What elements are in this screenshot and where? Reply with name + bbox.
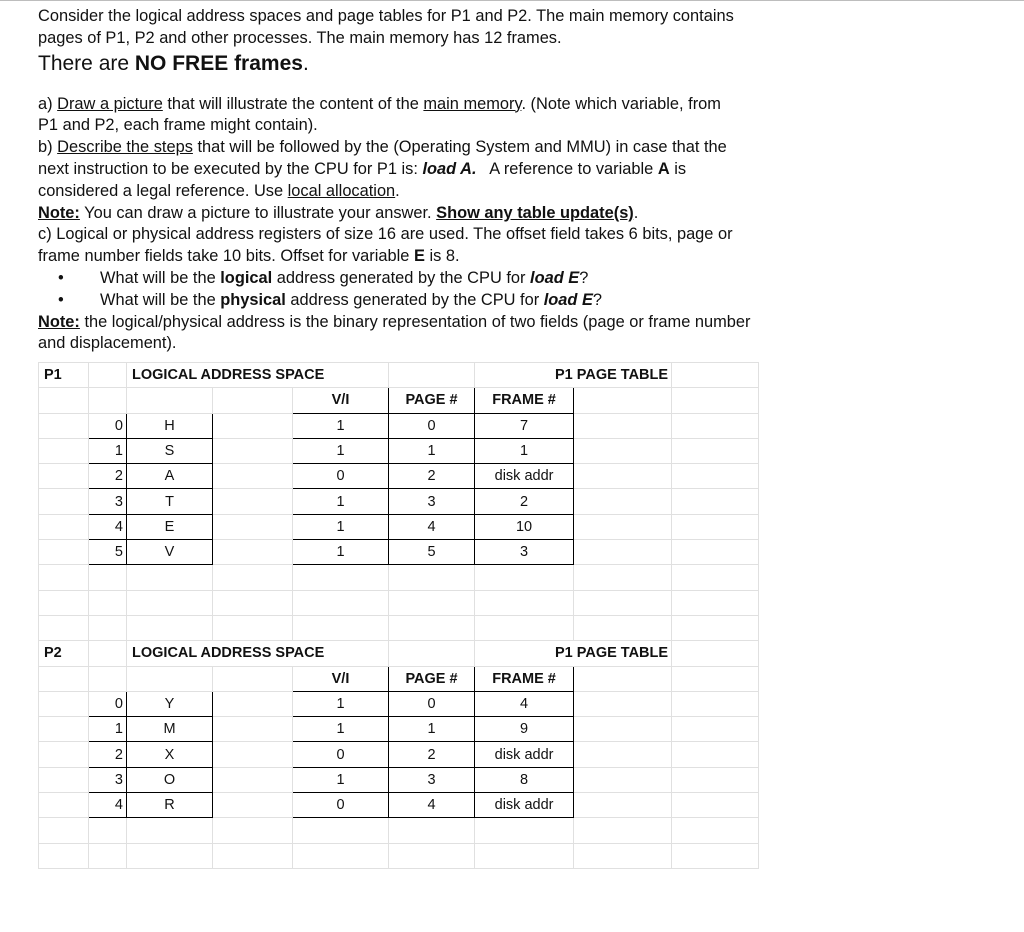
grid-cell: [389, 363, 475, 388]
page-table-frame-number: 8: [475, 767, 574, 792]
part-a-draw: Draw a picture: [57, 94, 163, 113]
note-1-post: .: [633, 203, 639, 222]
grid-cell: [672, 641, 759, 666]
grid-cell: [574, 438, 672, 463]
grid-cell: [213, 438, 293, 463]
grid-cell: [574, 818, 672, 843]
part-b-l2-mid: A reference to variable: [476, 159, 658, 178]
page-table-header: PAGE #: [389, 388, 475, 413]
part-c-l2-post: is 8.: [424, 247, 460, 266]
part-b-l2-post: is: [669, 159, 687, 178]
intro-line-1: Consider the logical address spaces and page tables for P1 and P2. The main memory contains: [38, 7, 734, 25]
page-table-page-number: 4: [389, 793, 475, 818]
empty-row: [39, 843, 759, 868]
note-2-line-2: and displacement).: [38, 334, 177, 353]
grid-cell: [127, 843, 213, 868]
grid-cell: [127, 666, 213, 691]
grid-cell: [574, 793, 672, 818]
part-a-prefix: a): [38, 94, 58, 113]
grid-cell: [672, 413, 759, 438]
empty-row: [39, 615, 759, 640]
grid-cell: [475, 615, 574, 640]
page-table-page-number: 3: [389, 489, 475, 514]
grid-cell: [389, 641, 475, 666]
logical-address-space-title: LOGICAL ADDRESS SPACE: [127, 641, 389, 666]
part-b-describe: Describe the steps: [57, 138, 193, 157]
grid-cell: [213, 615, 293, 640]
grid-cell: [89, 666, 127, 691]
table-row: [39, 438, 759, 463]
page-table-valid-bit: 1: [293, 691, 389, 716]
page-table-title: P1 PAGE TABLE: [475, 641, 672, 666]
grid-cell: [39, 590, 89, 615]
grid-cell: [213, 742, 293, 767]
grid-cell: [574, 565, 672, 590]
page-table-valid-bit: 0: [293, 742, 389, 767]
grid-cell: [475, 843, 574, 868]
grid-cell: [213, 514, 293, 539]
grid-cell: [475, 590, 574, 615]
table-row: [39, 767, 759, 792]
process-label: P1: [39, 363, 89, 388]
table-row: [39, 489, 759, 514]
part-b-line-3: [38, 181, 844, 203]
part-a-post: . (Note which variable, from: [521, 94, 721, 113]
page-table-valid-bit: 1: [293, 767, 389, 792]
bullet-2-load: load E: [543, 290, 593, 309]
page-table-title: P1 PAGE TABLE: [475, 363, 672, 388]
grid-cell: [672, 489, 759, 514]
grid-cell: [127, 818, 213, 843]
part-c-l2-pre: frame number fields take 10 bits. Offset for variable: [38, 247, 414, 266]
las-index: 5: [89, 540, 127, 565]
grid-cell: [574, 489, 672, 514]
grid-cell: [39, 615, 89, 640]
no-free-pre: There are: [38, 51, 135, 75]
bullet-1-mid: address generated by the CPU for: [272, 268, 531, 287]
part-b-var-a: A: [657, 159, 670, 178]
table-row: [39, 742, 759, 767]
page-table-page-number: 0: [389, 413, 475, 438]
page-table-page-number: 0: [389, 691, 475, 716]
no-free-frames-line: [38, 50, 844, 77]
grid-cell: [672, 388, 759, 413]
grid-cell: [89, 388, 127, 413]
grid-cell: [213, 489, 293, 514]
grid-cell: [213, 767, 293, 792]
logical-address-space-title: LOGICAL ADDRESS SPACE: [127, 363, 389, 388]
page-table-frame-number: disk addr: [475, 742, 574, 767]
page-table-frame-number: disk addr: [475, 464, 574, 489]
grid-cell: [213, 691, 293, 716]
part-a-main-memory: main memory: [423, 94, 522, 113]
page-table-page-number: 4: [389, 514, 475, 539]
grid-cell: [213, 413, 293, 438]
grid-cell: [574, 843, 672, 868]
part-b-post: that will be followed by the (Operating System and MMU) in case that the: [192, 138, 727, 157]
note-2-text: the logical/physical address is the binary representation of two fields (page or frame number: [79, 312, 751, 331]
bullet-physical: [38, 290, 844, 312]
grid-cell: [39, 717, 89, 742]
grid-cell: [574, 615, 672, 640]
part-b-line-1: [38, 137, 844, 159]
intro-line-2: pages of P1, P2 and other processes. The main memory has 12 frames.: [38, 28, 562, 47]
part-a-mid: that will illustrate the content of the: [162, 94, 424, 113]
grid-cell: [89, 641, 127, 666]
las-variable: O: [127, 767, 213, 792]
grid-cell: [89, 615, 127, 640]
grid-cell: [127, 388, 213, 413]
bullet-2-mid: address generated by the CPU for: [285, 290, 544, 309]
grid-cell: [39, 767, 89, 792]
las-variable: T: [127, 489, 213, 514]
no-free-bold: NO FREE frames: [134, 51, 303, 75]
no-free-post: .: [302, 51, 309, 75]
part-b-line-2: [38, 159, 844, 181]
las-index: 4: [89, 514, 127, 539]
las-index: 0: [89, 413, 127, 438]
grid-cell: [389, 615, 475, 640]
las-variable: M: [127, 717, 213, 742]
grid-cell: [39, 540, 89, 565]
grid-cell: [213, 464, 293, 489]
grid-cell: [574, 540, 672, 565]
grid-cell: [293, 843, 389, 868]
table-row: [39, 793, 759, 818]
page-table-page-number: 1: [389, 438, 475, 463]
grid-cell: [574, 717, 672, 742]
bullet-2-pre: What will be the: [100, 290, 221, 309]
las-index: 2: [89, 464, 127, 489]
grid-cell: [213, 590, 293, 615]
page-table-frame-number: 3: [475, 540, 574, 565]
grid-cell: [293, 565, 389, 590]
grid-cell: [389, 590, 475, 615]
grid-cell: [39, 843, 89, 868]
grid-cell: [475, 818, 574, 843]
grid-cell: [574, 388, 672, 413]
grid-cell: [672, 615, 759, 640]
page-table-frame-number: disk addr: [475, 793, 574, 818]
grid-cell: [39, 438, 89, 463]
grid-cell: [574, 666, 672, 691]
page-table-valid-bit: 1: [293, 514, 389, 539]
note-1-text: You can draw a picture to illustrate your answer.: [79, 203, 437, 222]
note-2-line-1: [38, 312, 844, 334]
page-table-page-number: 2: [389, 464, 475, 489]
spacer: [38, 77, 844, 94]
part-b-l2-pre: next instruction to be executed by the CPU for P1 is:: [38, 159, 423, 178]
part-c-line-1: c) Logical or physical address registers of size 16 are used. The offset field takes 6 bits, page or: [38, 225, 733, 244]
grid-cell: [574, 514, 672, 539]
grid-cell: [672, 590, 759, 615]
grid-cell: [213, 793, 293, 818]
table-row: [39, 691, 759, 716]
part-c-var-e: E: [413, 247, 425, 266]
question-text: [38, 6, 844, 355]
grid-cell: [213, 540, 293, 565]
table-row: [39, 540, 759, 565]
bullet-1-bold: logical: [220, 268, 273, 287]
table-row: [39, 514, 759, 539]
page-table-frame-number: 4: [475, 691, 574, 716]
bullet-1-post: ?: [579, 268, 589, 287]
grid-cell: [672, 540, 759, 565]
grid-cell: [213, 666, 293, 691]
page-table-header: FRAME #: [475, 666, 574, 691]
grid-cell: [127, 590, 213, 615]
grid-cell: [672, 843, 759, 868]
section-title-row: [39, 363, 759, 388]
page-table-header: V/I: [293, 666, 389, 691]
top-divider: [0, 0, 1024, 1]
part-a-line-2: P1 and P2, each frame might contain).: [38, 116, 318, 135]
grid-cell: [213, 818, 293, 843]
grid-cell: [574, 464, 672, 489]
grid-cell: [389, 843, 475, 868]
grid-cell: [39, 793, 89, 818]
empty-row: [39, 565, 759, 590]
grid-cell: [213, 843, 293, 868]
grid-cell: [475, 565, 574, 590]
bullet-2-bold: physical: [220, 290, 286, 309]
page-table-valid-bit: 1: [293, 413, 389, 438]
page-table-page-number: 2: [389, 742, 475, 767]
las-index: 4: [89, 793, 127, 818]
part-c-line-2: [38, 246, 844, 268]
grid-cell: [574, 590, 672, 615]
bullet-2-post: ?: [592, 290, 603, 309]
bullet-logical: [38, 268, 844, 290]
process-label: P2: [39, 641, 89, 666]
grid-cell: [672, 742, 759, 767]
las-variable: V: [127, 540, 213, 565]
grid-cell: [39, 742, 89, 767]
las-index: 3: [89, 767, 127, 792]
page-table-valid-bit: 1: [293, 717, 389, 742]
las-variable: Y: [127, 691, 213, 716]
section-title-row: [39, 641, 759, 666]
page-table-header: V/I: [293, 388, 389, 413]
page-table-frame-number: 10: [475, 514, 574, 539]
note-2-label: Note:: [38, 312, 80, 331]
grid-cell: [293, 818, 389, 843]
grid-cell: [89, 590, 127, 615]
grid-cell: [39, 666, 89, 691]
spreadsheet-grid: [38, 362, 759, 869]
las-index: 1: [89, 438, 127, 463]
grid-cell: [672, 717, 759, 742]
page-table-page-number: 5: [389, 540, 475, 565]
las-variable: H: [127, 413, 213, 438]
bullet-1-load: load E: [530, 268, 580, 287]
grid-cell: [293, 615, 389, 640]
grid-cell: [213, 388, 293, 413]
las-index: 1: [89, 717, 127, 742]
grid-cell: [672, 767, 759, 792]
note-1: [38, 203, 844, 225]
las-index: 3: [89, 489, 127, 514]
grid-cell: [39, 413, 89, 438]
page-table-valid-bit: 1: [293, 489, 389, 514]
part-b-l3-post: .: [395, 181, 400, 200]
grid-cell: [389, 818, 475, 843]
page-table-frame-number: 1: [475, 438, 574, 463]
grid-cell: [127, 615, 213, 640]
page-table-header-row: [39, 388, 759, 413]
grid-cell: [89, 818, 127, 843]
page-table-valid-bit: 0: [293, 464, 389, 489]
grid-cell: [39, 514, 89, 539]
part-a-line-1: [38, 94, 844, 116]
grid-cell: [672, 438, 759, 463]
grid-cell: [672, 818, 759, 843]
las-index: 2: [89, 742, 127, 767]
page-table-valid-bit: 1: [293, 438, 389, 463]
page-table-frame-number: 7: [475, 413, 574, 438]
grid-cell: [293, 590, 389, 615]
las-variable: A: [127, 464, 213, 489]
las-variable: E: [127, 514, 213, 539]
part-b-load-a: load A.: [422, 159, 477, 178]
grid-cell: [672, 666, 759, 691]
grid-cell: [574, 691, 672, 716]
grid-cell: [672, 565, 759, 590]
page-table-page-number: 1: [389, 717, 475, 742]
grid-cell: [389, 565, 475, 590]
grid-cell: [39, 464, 89, 489]
bullet-1-pre: What will be the: [100, 268, 221, 287]
bullet-dot-icon: •: [58, 290, 64, 309]
page-table-valid-bit: 0: [293, 793, 389, 818]
grid-cell: [672, 464, 759, 489]
empty-row: [39, 590, 759, 615]
grid-cell: [39, 489, 89, 514]
table-row: [39, 464, 759, 489]
grid-cell: [39, 691, 89, 716]
part-b-prefix: b): [38, 138, 58, 157]
page-table-header: FRAME #: [475, 388, 574, 413]
grid-cell: [39, 818, 89, 843]
part-b-l3-pre: considered a legal reference. Use: [38, 181, 288, 200]
table-row: [39, 717, 759, 742]
page-table-header-row: [39, 666, 759, 691]
grid-cell: [39, 565, 89, 590]
grid-cell: [89, 843, 127, 868]
las-variable: S: [127, 438, 213, 463]
page-table-header: PAGE #: [389, 666, 475, 691]
grid-cell: [213, 565, 293, 590]
page-table-page-number: 3: [389, 767, 475, 792]
bullet-dot-icon: •: [58, 268, 64, 287]
grid-cell: [672, 514, 759, 539]
note-1-label: Note:: [38, 203, 80, 222]
empty-row: [39, 818, 759, 843]
grid-cell: [672, 691, 759, 716]
grid-cell: [574, 742, 672, 767]
grid-cell: [672, 363, 759, 388]
grid-cell: [39, 388, 89, 413]
spreadsheet: [38, 362, 759, 869]
grid-cell: [213, 717, 293, 742]
grid-cell: [672, 793, 759, 818]
grid-cell: [574, 767, 672, 792]
grid-cell: [89, 565, 127, 590]
las-index: 0: [89, 691, 127, 716]
las-variable: R: [127, 793, 213, 818]
grid-cell: [89, 363, 127, 388]
las-variable: X: [127, 742, 213, 767]
page-table-valid-bit: 1: [293, 540, 389, 565]
note-1-show-updates: Show any table update(s): [436, 203, 634, 222]
grid-cell: [574, 413, 672, 438]
page-table-frame-number: 2: [475, 489, 574, 514]
table-row: [39, 413, 759, 438]
page-table-frame-number: 9: [475, 717, 574, 742]
part-b-local-allocation: local allocation: [287, 181, 396, 200]
grid-cell: [127, 565, 213, 590]
